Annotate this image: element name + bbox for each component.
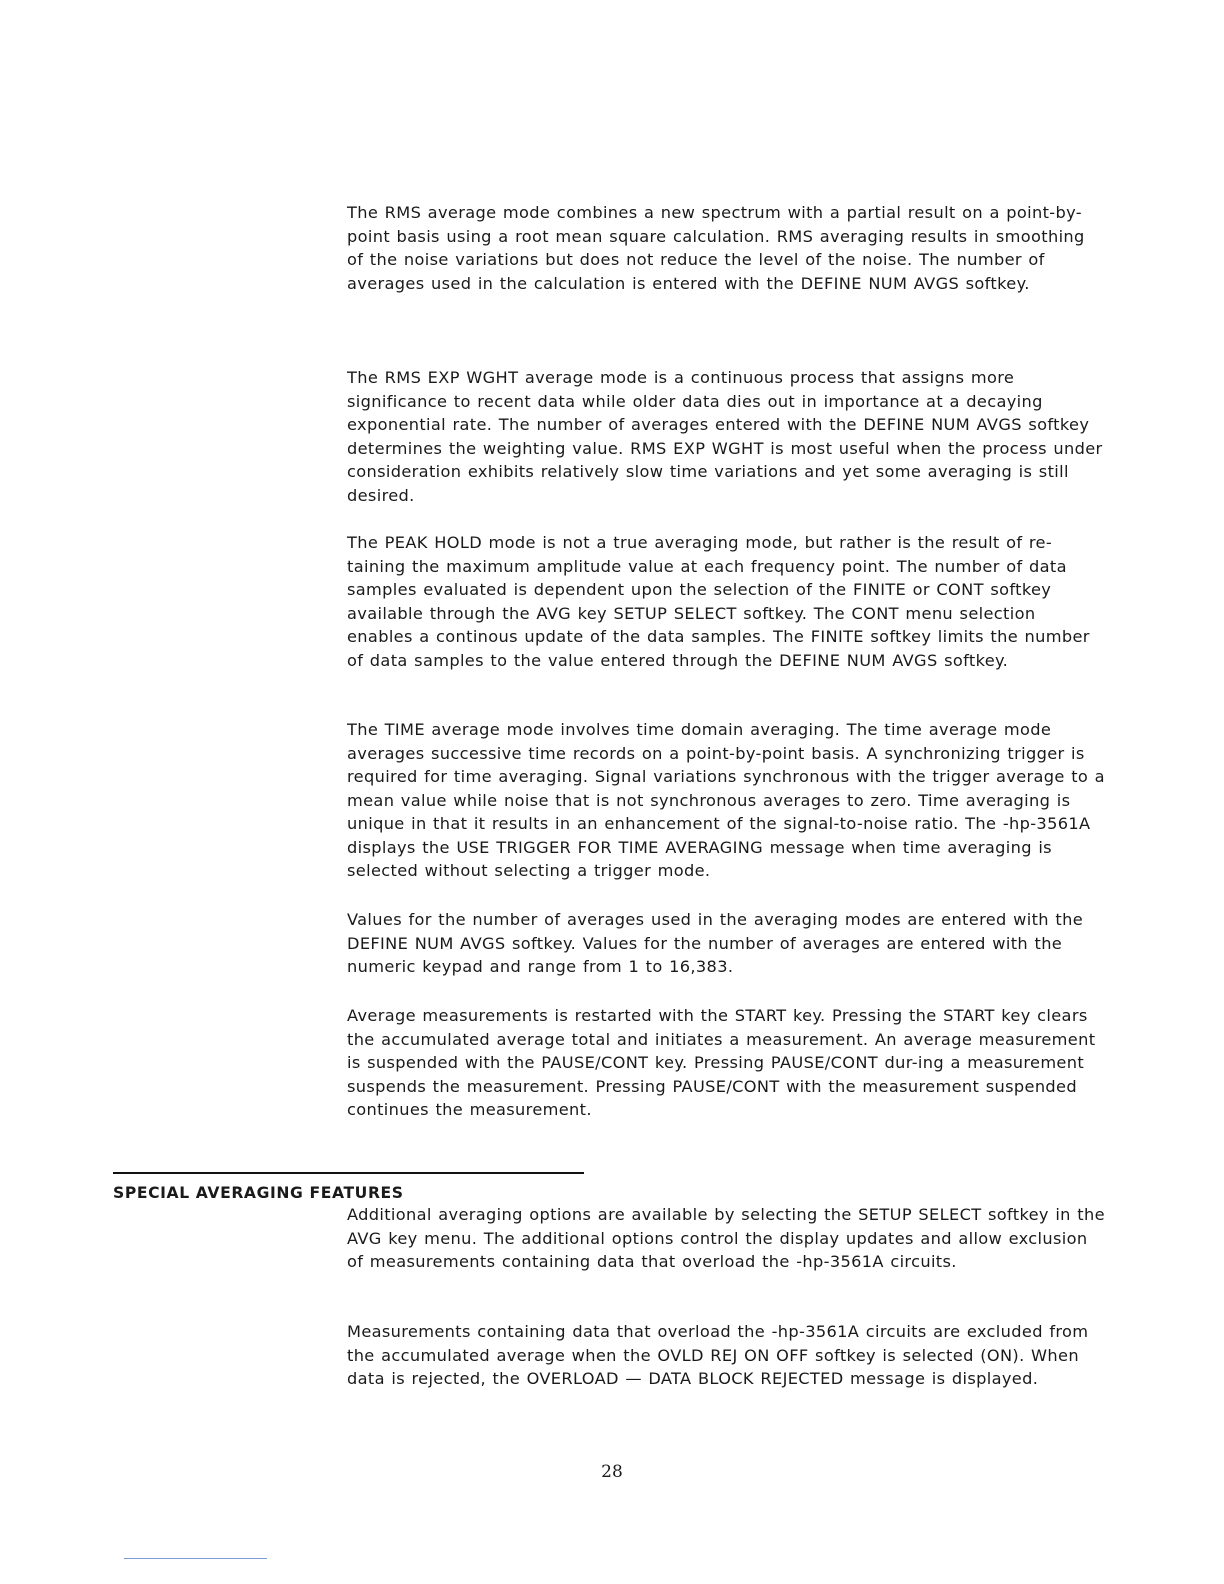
restart-paragraph: Average measurements is restarted with the START key. Pressing the START key clears the accumulated average total and initiates a measurement. An average measurement is suspended with the PAUSE/CONT key. Pressing PAUSE/CONT dur-ing a measurement suspends the measurement. Pressing PAUSE/CONT with the measurement suspended continues the measurement. bbox=[347, 1006, 1096, 1119]
footer-divider bbox=[124, 1558, 267, 1559]
page-number: 28 bbox=[601, 1462, 623, 1482]
overload-reject-paragraph: Measurements containing data that overload the -hp-3561A circuits are excluded from the accumulated average when the OVLD REJ ON OFF softkey is selected (ON). When data is rejected, the OVERLOAD — DATA BLOCK REJECTED message is displayed. bbox=[347, 1322, 1089, 1388]
rms-exp-wght-paragraph: The RMS EXP WGHT average mode is a continuous process that assigns more significance to recent data while older data dies out in importance at a decaying exponential rate. The number of averages entered with the DEFINE NUM AVGS softkey determines the weighting value. RMS EXP WGHT is most useful when the process under consideration exhibits relatively slow time variations and yet some averaging is still desired. bbox=[347, 368, 1103, 505]
section-divider bbox=[113, 1172, 584, 1174]
section-heading: SPECIAL AVERAGING FEATURES bbox=[113, 1184, 404, 1202]
special-features-intro-paragraph: Additional averaging options are available by selecting the SETUP SELECT softkey in the AVG key menu. The additional options control the display updates and allow exclusion of measurements containing data that overload the -hp-3561A circuits. bbox=[347, 1205, 1105, 1271]
peak-hold-paragraph: The PEAK HOLD mode is not a true averaging mode, but rather is the result of re-taining the maximum amplitude value at each frequency point. The number of data samples evaluated is dependent upon the selection of the FINITE or CONT softkey available through the AVG key SETUP SELECT softkey. The CONT menu selection enables a continous update of the data samples. The FINITE softkey limits the number of data samples to the value entered through the DEFINE NUM AVGS softkey. bbox=[347, 533, 1090, 670]
rms-mode-paragraph: The RMS average mode combines a new spectrum with a partial result on a point-by-point basis using a root mean square calculation. RMS averaging results in smoothing of the noise variations but does not reduce the level of the noise. The number of averages used in the calculation is entered with the DEFINE NUM AVGS softkey. bbox=[347, 203, 1085, 293]
num-averages-paragraph: Values for the number of averages used in the averaging modes are entered with the DEFINE NUM AVGS softkey. Values for the number of averages are entered with the numeric keypad and range from 1 to 16,383. bbox=[347, 910, 1084, 976]
time-average-paragraph: The TIME average mode involves time domain averaging. The time average mode averages successive time records on a point-by-point basis. A synchronizing trigger is required for time averaging. Signal variations synchronous with the trigger average to a mean value while noise that is not synchronous averages to zero. Time averaging is unique in that it results in an enhancement of the signal-to-noise ratio. The -hp-3561A displays the USE TRIGGER FOR TIME AVERAGING message when time averaging is selected without selecting a trigger mode. bbox=[347, 720, 1105, 880]
